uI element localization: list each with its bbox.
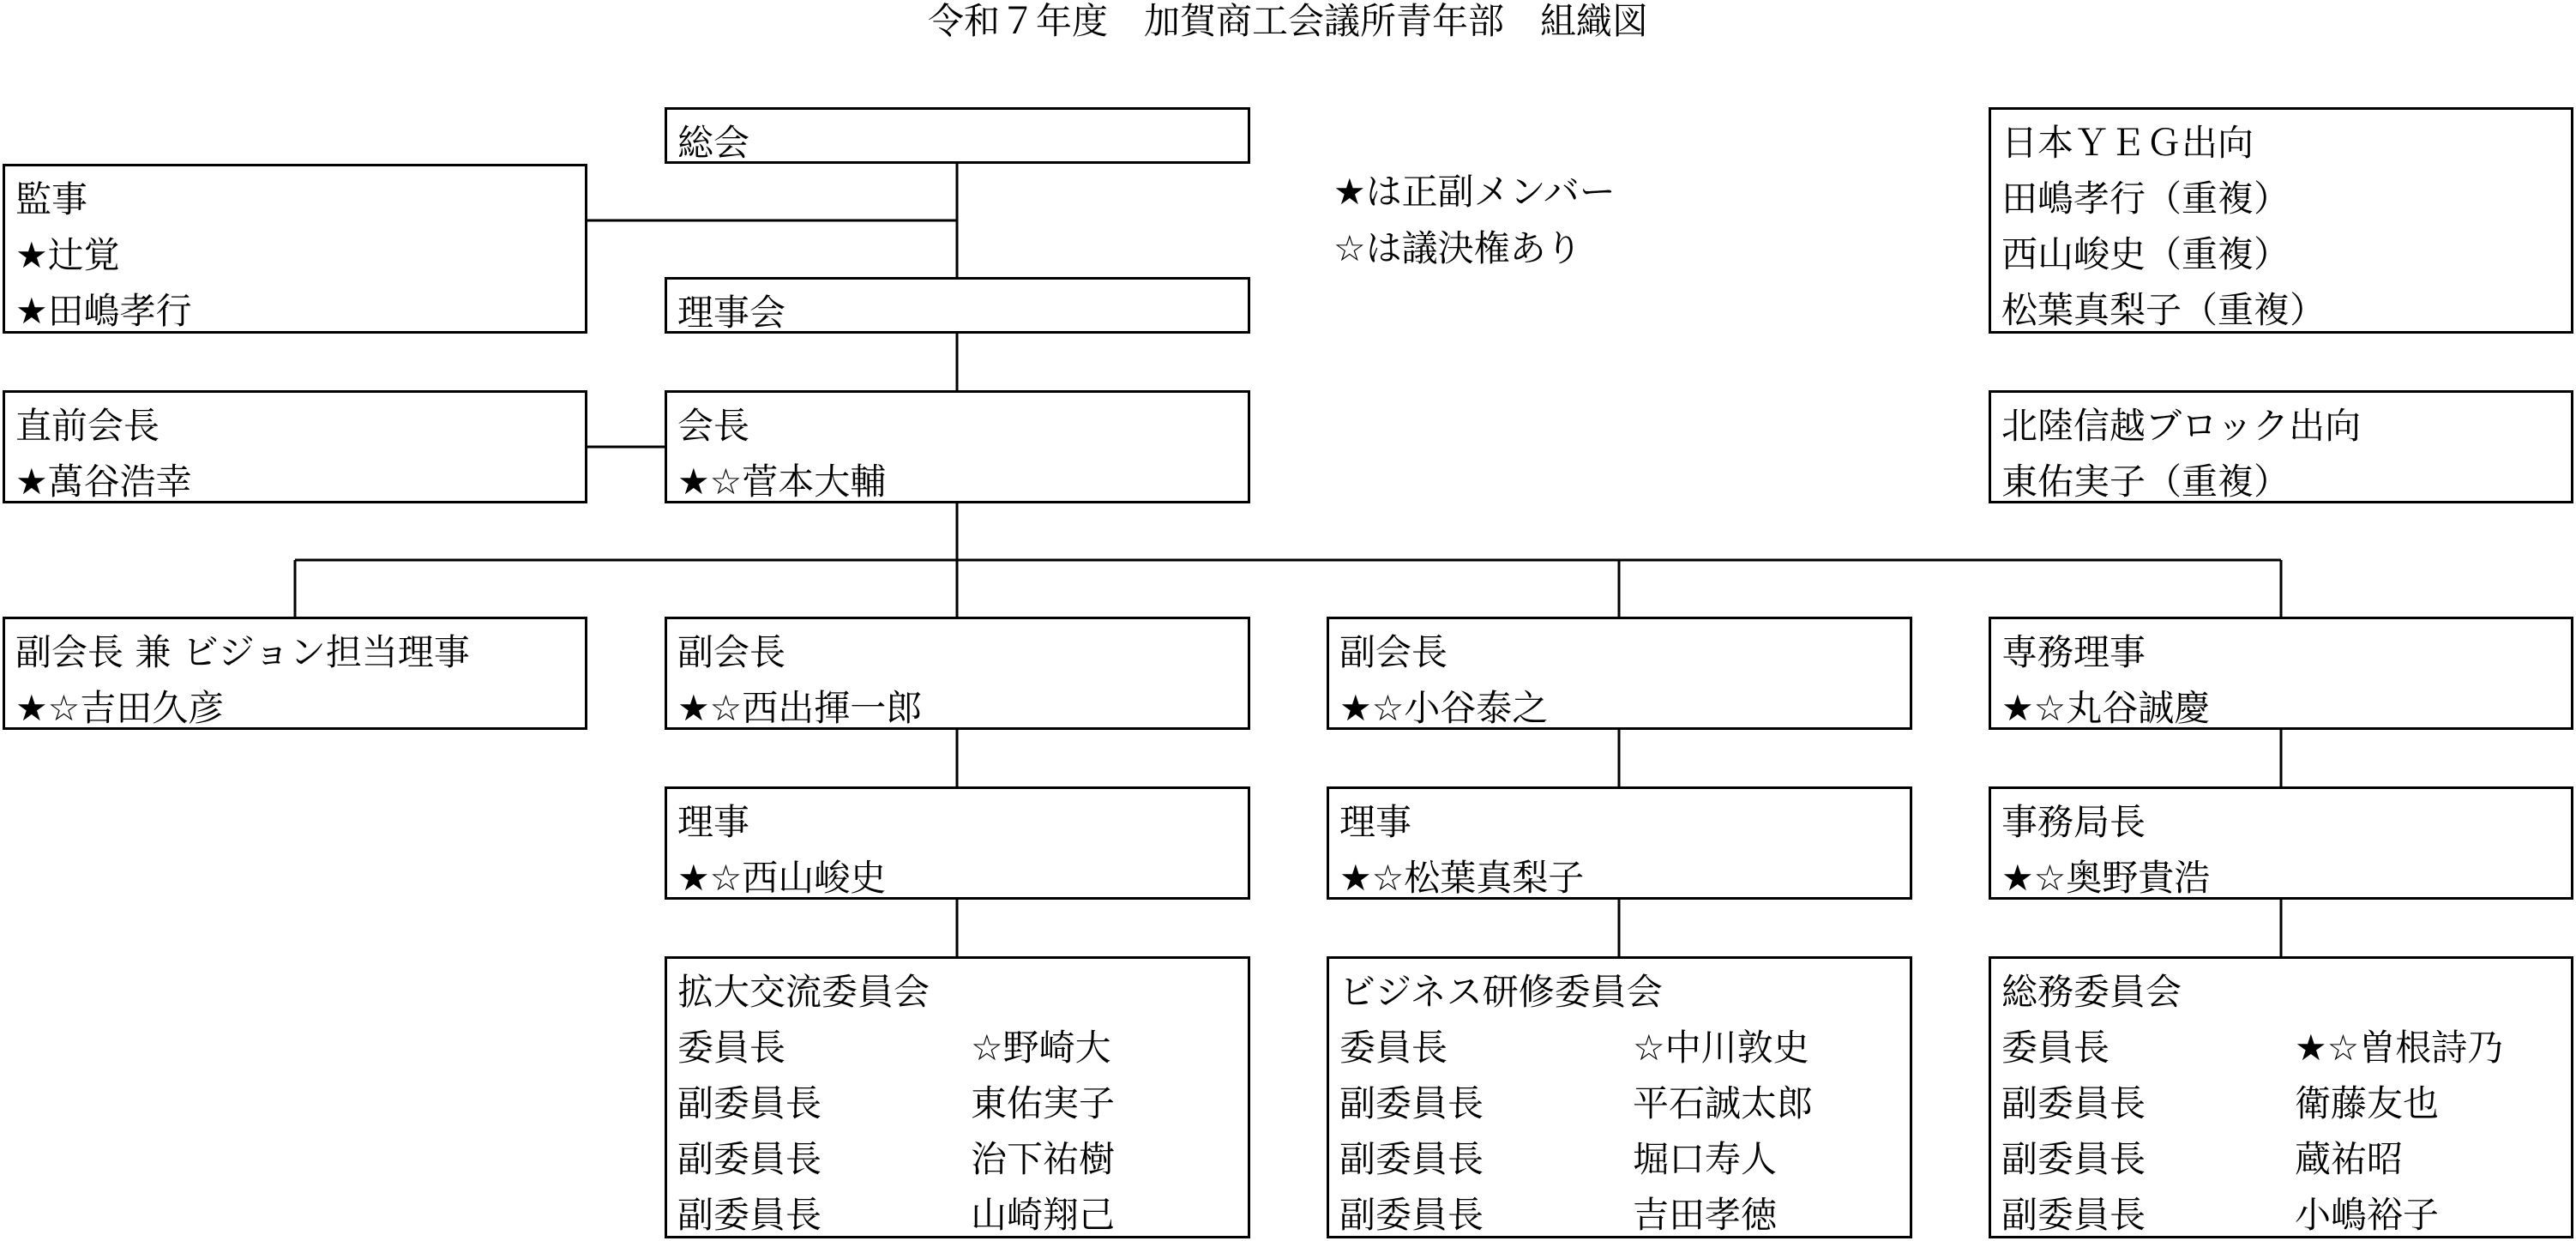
auditor-member: ★辻覚 [15, 234, 120, 276]
committee-role: 委員長 [2001, 1027, 2110, 1069]
hokuriku-box [1989, 390, 2573, 503]
director1-box [665, 786, 1250, 900]
committee-row [677, 1020, 1248, 1075]
page-title: 令和７年度 加賀商工会議所青年部 組織図 [927, 0, 1648, 42]
legend [1333, 164, 1616, 277]
secretary-general-box [1989, 786, 2573, 900]
committee-person: 小嶋裕子 [2295, 1194, 2440, 1236]
committee-box-general-affairs [1989, 956, 2573, 1238]
committee-row [1339, 1187, 1910, 1238]
committee-row [677, 1075, 1248, 1131]
secretary-general-member: ★☆奥野貴浩 [2001, 857, 2211, 899]
committee-box-business [1327, 956, 1912, 1238]
vp1-title: 副会長 [677, 631, 786, 673]
vp2-title: 副会長 [1339, 631, 1448, 673]
vp-vision-member: ★☆吉田久彦 [15, 687, 225, 729]
committee-person: 平石誠太郎 [1633, 1082, 1814, 1124]
secretary-general-title: 事務局長 [2001, 801, 2146, 843]
japan-yeg-member: 松葉真梨子（重複） [2001, 289, 2326, 331]
committee-role: 副委員長 [1339, 1194, 1484, 1236]
auditors-title: 監事 [15, 178, 88, 220]
japan-yeg-member: 西山峻史（重複） [2001, 233, 2290, 275]
general-assembly-box [665, 107, 1250, 164]
committee-row [2001, 1075, 2571, 1131]
committee-row [677, 1187, 1248, 1238]
executive-director-member: ★☆丸谷誠慶 [2001, 687, 2211, 729]
committee-row [1339, 1131, 1910, 1187]
vp2-member: ★☆小谷泰之 [1339, 687, 1549, 729]
committee-row [2001, 1020, 2571, 1075]
former-president-box [3, 390, 587, 503]
hokuriku-title: 北陸信越ブロック出向 [2001, 405, 2362, 447]
committee-person: 吉田孝徳 [1633, 1194, 1778, 1236]
committee-box-expansion [665, 956, 1250, 1238]
committee-person: 衛藤友也 [2295, 1082, 2440, 1124]
director2-title: 理事 [1339, 801, 1412, 843]
committee-role: 副委員長 [2001, 1082, 2146, 1124]
former-president-member: ★萬谷浩幸 [15, 461, 192, 503]
committee-role: 委員長 [1339, 1027, 1448, 1069]
japan-yeg-title: 日本ＹＥＧ出向 [2001, 122, 2254, 164]
committee-person: 堀口寿人 [1633, 1138, 1778, 1180]
committee-role: 副委員長 [2001, 1138, 2146, 1180]
committee-row [2001, 1131, 2571, 1187]
executive-director-box [1989, 617, 2573, 730]
committee-person: ★☆曽根詩乃 [2295, 1027, 2504, 1069]
committee-role: 副委員長 [677, 1082, 822, 1124]
committee-name: 総務委員会 [2001, 971, 2182, 1013]
committee-name: 拡大交流委員会 [677, 971, 930, 1013]
committee-name: ビジネス研修委員会 [1339, 971, 1663, 1013]
committee-role: 委員長 [677, 1027, 786, 1069]
executive-director-title: 専務理事 [2001, 631, 2146, 673]
board-box [665, 277, 1250, 334]
president-title: 会長 [677, 405, 750, 447]
committee-role: 副委員長 [2001, 1194, 2146, 1236]
vp1-box [665, 617, 1250, 730]
committee-person: 蔵祐昭 [2295, 1138, 2404, 1180]
president-box [665, 390, 1250, 503]
board-title: 理事会 [677, 292, 786, 334]
committee-role: 副委員長 [1339, 1082, 1484, 1124]
director1-member: ★☆西山峻史 [677, 857, 887, 899]
president-member: ★☆菅本大輔 [677, 461, 887, 503]
japan-yeg-box [1989, 107, 2573, 334]
committee-role: 副委員長 [1339, 1138, 1484, 1180]
auditors-box [3, 164, 587, 334]
general-assembly-title: 総会 [677, 122, 750, 164]
hokuriku-member: 東佑実子（重複） [2001, 461, 2290, 503]
auditor-member: ★田嶋孝行 [15, 290, 192, 332]
legend-hollow-star-text: ☆は議決権あり [1333, 227, 1582, 269]
committee-person: ☆中川敦史 [1633, 1027, 1809, 1069]
director2-box [1327, 786, 1912, 900]
committee-person: 治下祐樹 [971, 1138, 1116, 1180]
committee-row [1339, 1075, 1910, 1131]
committee-role: 副委員長 [677, 1138, 822, 1180]
former-president-title: 直前会長 [15, 405, 160, 447]
committee-person: ☆野崎大 [971, 1027, 1111, 1069]
committee-person: 東佑実子 [971, 1082, 1116, 1124]
legend-star-text: ★は正副メンバー [1333, 171, 1616, 213]
committee-person: 山崎翔己 [971, 1194, 1116, 1236]
vp2-box [1327, 617, 1912, 730]
vp1-member: ★☆西出揮一郎 [677, 687, 923, 729]
committee-row [1339, 1020, 1910, 1075]
vp-vision-title: 副会長 兼 ビジョン担当理事 [15, 631, 470, 673]
director2-member: ★☆松葉真梨子 [1339, 857, 1585, 899]
committee-role: 副委員長 [677, 1194, 822, 1236]
japan-yeg-member: 田嶋孝行（重複） [2001, 178, 2290, 220]
vp-vision-box [3, 617, 587, 730]
director1-title: 理事 [677, 801, 750, 843]
committee-row [677, 1131, 1248, 1187]
committee-row [2001, 1187, 2571, 1238]
